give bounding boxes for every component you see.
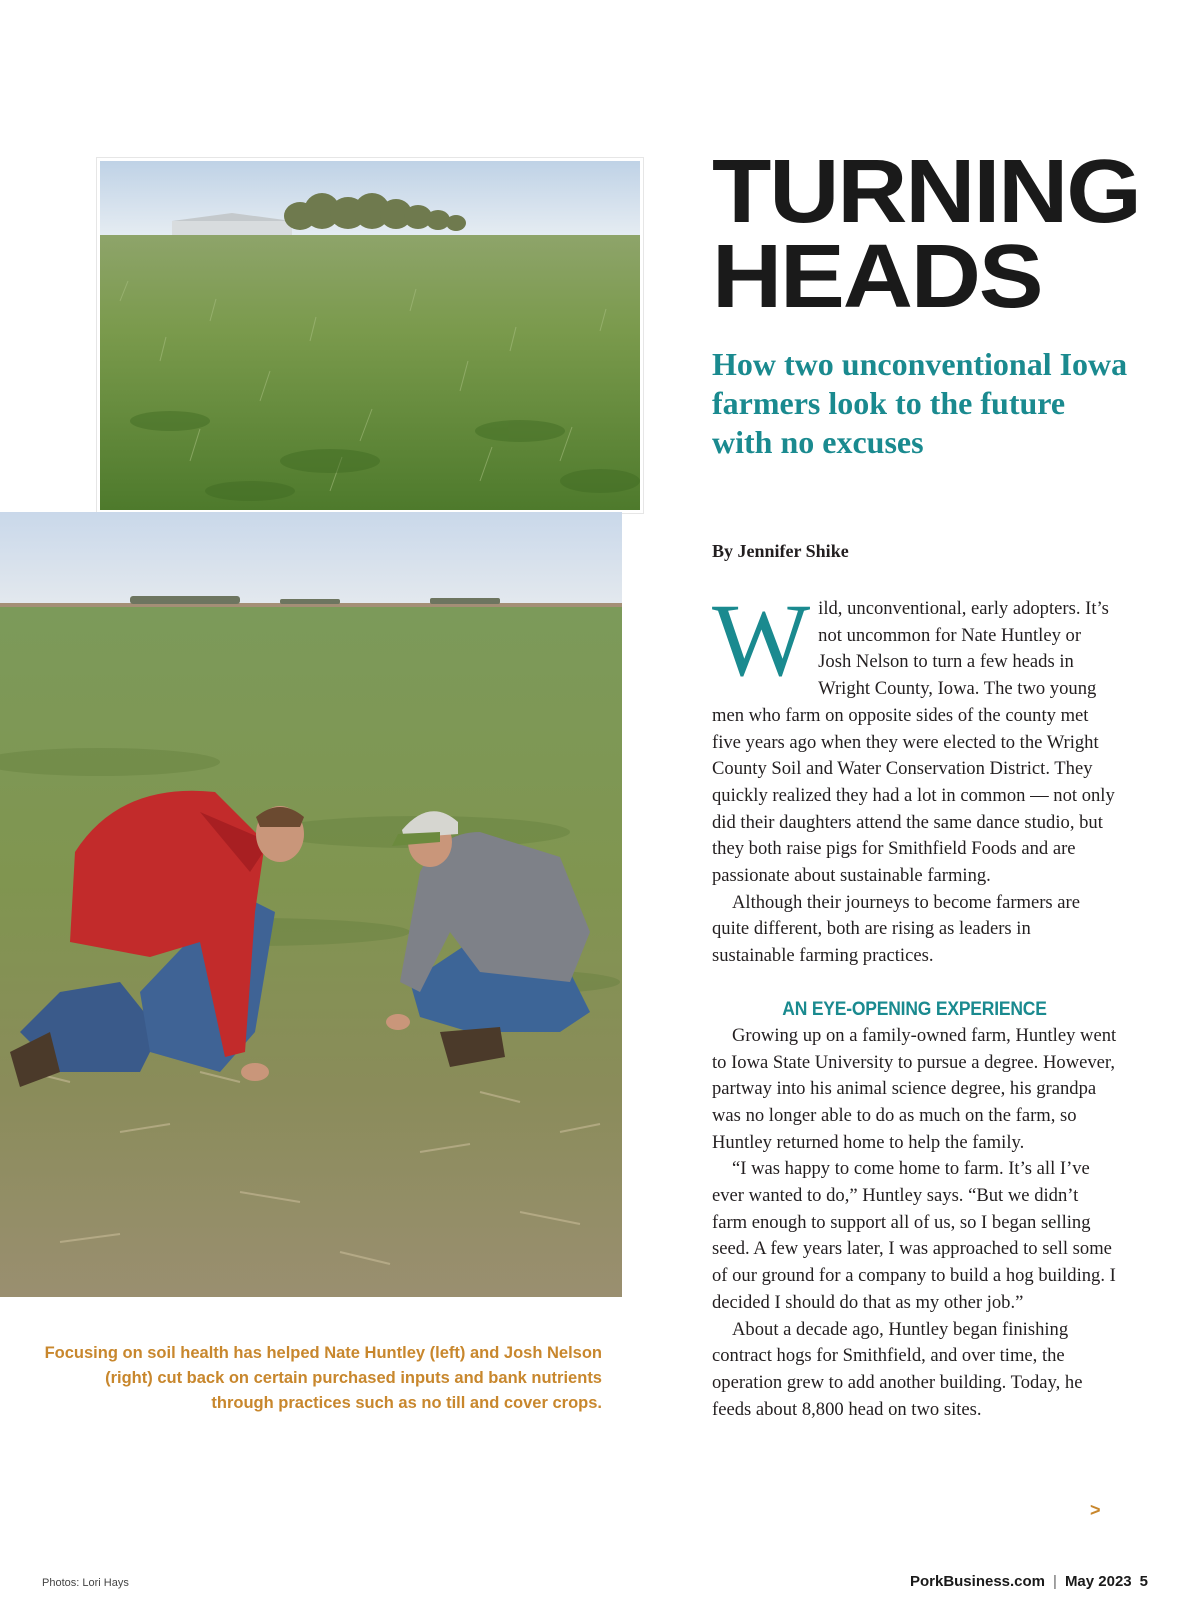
article-byline: By Jennifer Shike — [712, 541, 849, 561]
page-number: 5 — [1139, 1573, 1148, 1590]
footer-separator: | — [1053, 1573, 1057, 1590]
photo-credit: Photos: Lori Hays — [42, 1577, 129, 1589]
section-heading: AN EYE-OPENING EXPERIENCE — [782, 998, 1047, 1020]
article-headline: TURNING HEADS — [712, 142, 1140, 327]
photo-caption: Focusing on soil health has helped Nate Huntley (left) and Josh Nelson (right) cut back on certain purchased inputs and bank nutrients through practices such as no till and cover crops. — [44, 1344, 602, 1412]
article-paragraph-4: “I was happy to come home to farm. It’s all I’ve ever wanted to do,” Huntley says. “But we didn’t farm enough to support all of us, so I began selling seed. A few years later, I was approached to sell some of our ground for a company to build a hog building. I decided I should do that as my other job.” — [712, 1158, 1116, 1313]
page-footer — [910, 1573, 1148, 1590]
paragraph-1-text: ild, unconventional, early adopters. It’s not uncommon for Nate Huntley or Josh Nelson to turn a few heads in Wright County, Iowa. The two young men who farm on opposite sides of the county met five years ago when they were elected to the Wright County Soil and Water Conservation District. They quickly realized they had a lot in common — not only did their daughters attend the same dance studio, but they both raise pigs for Smithfield Foods and are passionate about sustainable farming. — [712, 598, 1115, 887]
footer-site: PorkBusiness.com — [909, 1573, 1046, 1590]
article-paragraph-2: Although their journeys to become farmers are quite different, both are rising as leaders in sustainable farming practices. — [712, 891, 1080, 967]
article-subheadline: How two unconventional Iowa farmers look to the future with no excuses — [712, 346, 1128, 460]
continue-arrow-icon[interactable]: > — [1090, 1500, 1101, 1520]
article-paragraph-3: Growing up on a family-owned farm, Huntley went to Iowa State University to pursue a degree. However, partway into his animal science degree, his grandpa was no longer able to do as much on the farm, so Huntley returned home to help the family. — [712, 1024, 1117, 1153]
farmers-inspecting-soil-image — [0, 512, 622, 1297]
drop-cap: W — [712, 583, 811, 698]
article-paragraph-5: About a decade ago, Huntley began finishing contract hogs for Smithfield, and over time, the operation grew to add another building. Today, he feeds about 8,800 head on two sites. — [712, 1318, 1083, 1420]
field-photo-farmers — [0, 512, 622, 1297]
article-body — [712, 583, 1117, 1423]
field-photo-top — [97, 158, 643, 513]
cover-crop-field-image — [100, 161, 640, 510]
article-paragraph-1 — [712, 583, 1117, 890]
footer-issue: May 2023 — [1064, 1573, 1132, 1590]
